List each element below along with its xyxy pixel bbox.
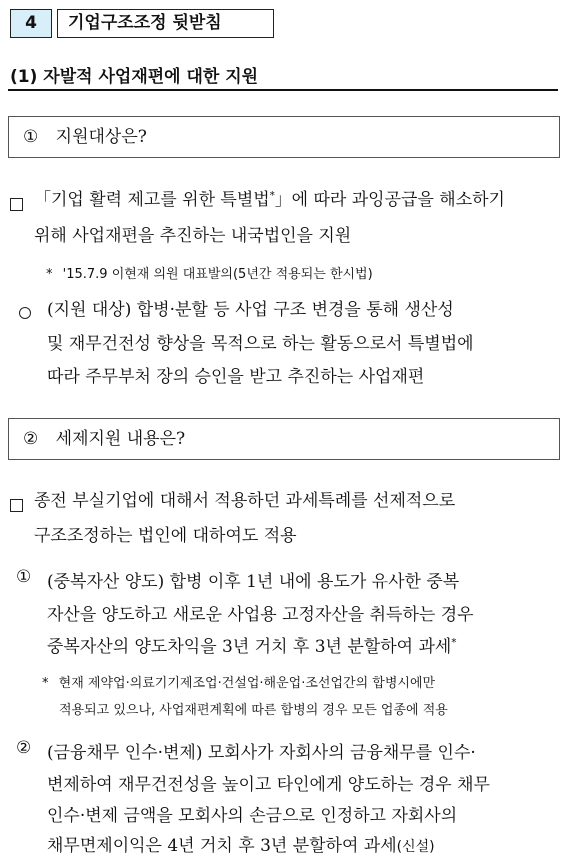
item-line: 및 재무건전성 향상을 목적으로 하는 활동으로서 특별법에 [47, 334, 474, 354]
item-line: (금융채무 인수·변제) 모회사가 자회사의 금융채무를 인수· [47, 743, 476, 763]
section-header-title: 기업구조조정 뒷받침 [57, 9, 274, 38]
item-line: 인수·변제 금액을 모회사의 손금으로 인정하고 자회사의 [47, 806, 458, 826]
item-marker: ② [16, 738, 32, 758]
question-box-1 [8, 116, 560, 158]
circle-bullet-icon [19, 307, 31, 319]
bullet-line: 구조조정하는 법인에 대하여도 적용 [34, 526, 297, 546]
footnote: 적용되고 있으나, 사업재편계획에 따른 합병의 경우 모든 업종에 적용 [59, 703, 448, 718]
bullet-line: 「기업 활력 제고를 위한 특별법*」에 따라 과잉공급을 해소하기 [34, 190, 505, 210]
item-line: 중복자산의 양도차익을 3년 거치 후 3년 분할하여 과세* [47, 637, 457, 657]
item-line: (중복자산 양도) 합병 이후 1년 내에 용도가 유사한 중복 [47, 572, 460, 592]
question-marker: ② [23, 429, 39, 449]
item-line: 변제하여 재무건전성을 높이고 타인에게 양도하는 경우 채무 [47, 775, 490, 795]
question-marker: ① [23, 127, 39, 147]
bullet-line: 위해 사업재편을 추진하는 내국법인을 지원 [34, 226, 352, 246]
question-label: 세제지원 내용은? [55, 429, 186, 449]
bullet-line: 종전 부실기업에 대해서 적용하던 과세특례를 선제적으로 [34, 491, 456, 511]
item-marker: ① [16, 567, 32, 587]
subsection-title: (1) 자발적 사업재편에 대한 지원 [10, 67, 259, 87]
item-line: 자산을 양도하고 새로운 사업용 고정자산을 취득하는 경우 [47, 605, 474, 625]
subsection-rule [8, 89, 558, 91]
footnote: * 현재 제약업·의료기기제조업·건설업·해운업·조선업간의 합병시에만 [42, 676, 436, 691]
question-box-2 [8, 418, 560, 460]
item-line: (지원 대상) 합병·분할 등 사업 구조 변경을 통해 생산성 [47, 300, 454, 320]
item-line: 따라 주무부처 장의 승인을 받고 추진하는 사업재편 [47, 367, 425, 387]
question-label: 지원대상은? [55, 127, 147, 147]
square-bullet-icon [10, 499, 23, 512]
item-line: 채무면제이익은 4년 거치 후 3년 분할하여 과세(신설) [47, 836, 435, 856]
footnote: * '15.7.9 이현재 의원 대표발의(5년간 적용되는 한시법) [46, 267, 373, 282]
square-bullet-icon [10, 198, 23, 211]
section-number-badge: 4 [10, 9, 52, 38]
